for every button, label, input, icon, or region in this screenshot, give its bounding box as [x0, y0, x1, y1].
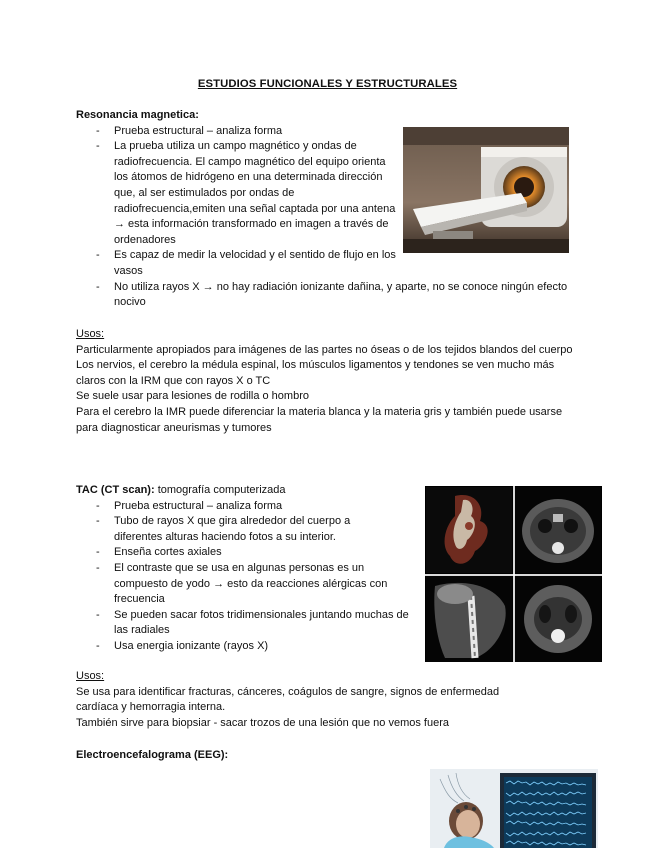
list-item: - Tubo de rayos X que gira alrededor del cuerpo a diferentes alturas haciendo fotos a su interior. — [76, 514, 382, 545]
paragraph: Para el cerebro la IMR puede diferenciar la materia blanca y la materia gris y también puede usarse para diagnosticar aneurismas y tumores — [76, 405, 563, 434]
eeg-section — [76, 748, 228, 764]
list-item: - La prueba utiliza un campo magnético y ondas de radiofrecuencia. El campo magnético del equipo orienta los átomos de hidrógeno en una determinada dirección que, al ser estimulados por ondas de radiofrecuencia,emiten una señal captada por una antena → esta información transformado en imagen a través de ordenadores — [76, 139, 396, 248]
paragraph: También sirve para biopsiar - sacar trozos de una lesión que no vemos fuera — [76, 716, 449, 729]
ct-section — [76, 483, 421, 655]
list-item: - Enseña cortes axiales — [76, 545, 421, 561]
paragraph: Los nervios, el cerebro la médula espinal, los músculos ligamentos y tendones se ven mucho más claros con la IRM que con rayos X o TC — [76, 359, 555, 387]
ct-uses-label: Usos: — [76, 670, 105, 682]
list-item: - Es capaz de medir la velocidad y el sentido de flujo en los vasos — [76, 248, 396, 279]
ct-heading: TAC (CT scan): — [76, 484, 155, 496]
list-item: - No utiliza rayos X → no hay radiación ionizante dañina, y aparte, no se conoce ningún efecto nocivo — [76, 280, 576, 311]
mri-uses-label: Usos: — [76, 328, 105, 340]
list-item: - Se pueden sacar fotos tridimensionales juntando muchas de las radiales — [76, 608, 424, 639]
paragraph: Particularmente apropiados para imágenes de las partes no óseas o de los tejidos blandos del cuerpo — [76, 343, 573, 356]
ct-bullets — [76, 499, 421, 655]
list-item: - Prueba estructural – analiza forma — [76, 499, 421, 515]
ct-scan-image — [425, 486, 602, 662]
ct-heading-rest: tomografía computerizada — [154, 484, 286, 496]
ct-uses — [76, 669, 546, 731]
page-title: ESTUDIOS FUNCIONALES Y ESTRUCTURALES — [197, 78, 458, 90]
mri-uses — [76, 327, 576, 436]
ct-heading-line — [76, 483, 421, 499]
mri-heading: Resonancia magnetica: — [76, 109, 199, 121]
eeg-heading: Electroencefalograma (EEG): — [76, 749, 229, 761]
eeg-image — [430, 769, 598, 848]
list-item: - El contraste que se usa en algunas personas es un compuesto de yodo → esto da reacciones alérgicas con frecuencia — [76, 561, 414, 608]
list-item: - Prueba estructural – analiza forma — [76, 124, 394, 140]
mri-scanner-image — [403, 127, 569, 253]
list-item: - Usa energia ionizante (rayos X) — [76, 639, 421, 655]
paragraph: Se usa para identificar fracturas, cánceres, coágulos de sangre, signos de enfermedad cardíaca y hemorragia interna. — [76, 685, 500, 714]
paragraph: Se suele usar para lesiones de rodilla o hombro — [76, 390, 309, 403]
